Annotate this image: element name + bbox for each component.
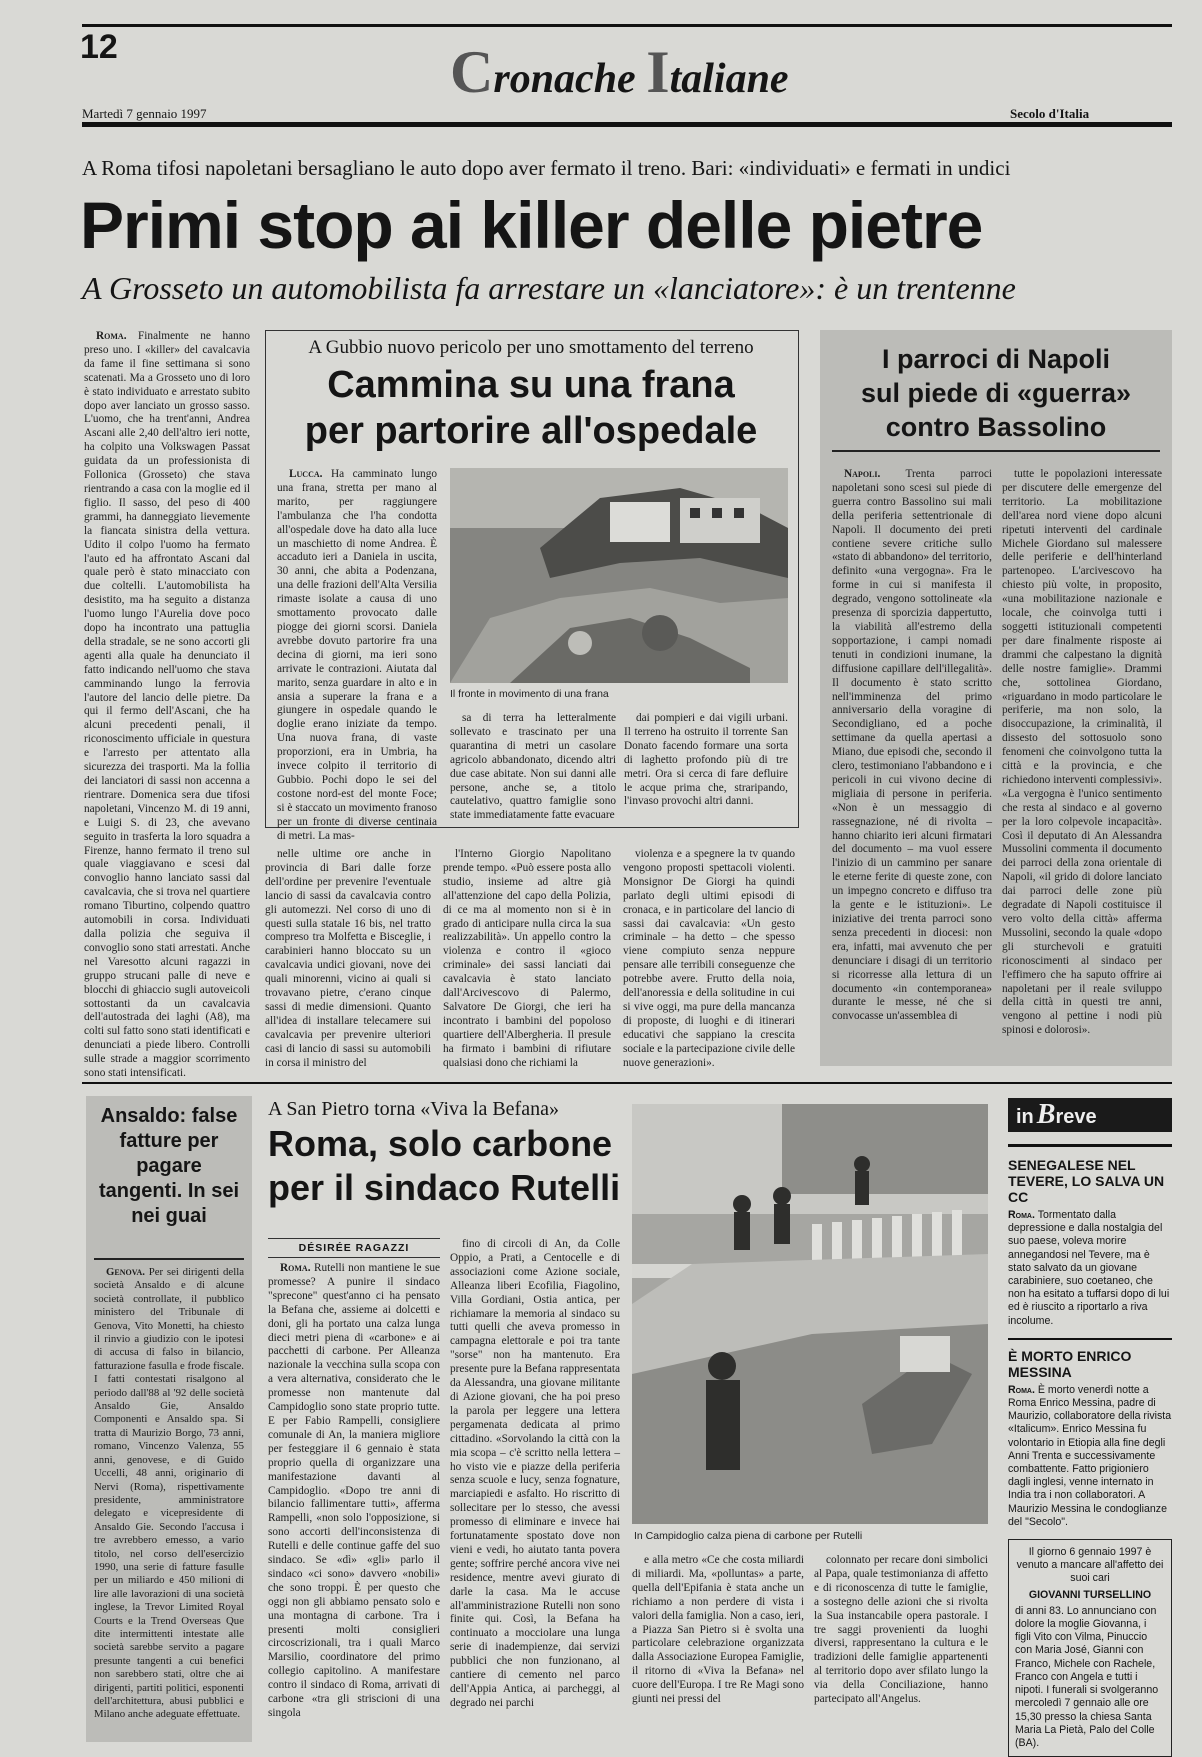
in-breve-logo-in: in	[1016, 1106, 1034, 1128]
in-breve-logo	[1008, 1098, 1172, 1132]
campidoglio-photo	[632, 1104, 988, 1524]
rutelli-headline-line-2: per il sindaco Rutelli	[268, 1167, 621, 1208]
section-initial-i: I	[646, 39, 670, 105]
section-initial-c: C	[450, 39, 494, 105]
gubbio-text-3: dai pompieri e dai vigili urbani. Il terreno ha ostruito il torrente San Donato facendo formare una sorta di laghetto profondo più di tre metri. Ora si cerca di fare defluire le acque prima che, straripando, l'invaso provochi altri danni.	[624, 712, 788, 808]
napoli-column-1	[832, 468, 992, 1056]
obituary-text: di anni 83. Lo annunciano con dolore la moglie Giovanna, i figli Vito con Vilma, Pinuccio con Maria José, Gianni con Franco, Michele con Rachele, Franco con Angela e tutti i nipoti. I funerali si svolgeranno mercoledì 7 gennaio alle ore 15,30 presso la chiesa Santa Maria La Pietà, Palo del Colle (BA).	[1015, 1604, 1159, 1749]
napoli-headline	[832, 342, 1160, 444]
gubbio-headline-line-2: per partorire all'ospedale	[304, 410, 758, 452]
gubbio-text-2: sa di terra ha letteralmente sollevato e trascinato per una quarantina di metri un casolare agricolo abbandonato, dicendo altri due case abitate. Non sui danni alle persone, anche se, a titolo cautelativo, quattro famiglie sono state immediatamente fatte evacuare	[450, 712, 616, 822]
napoli-headline-line-1: I parroci di Napoli	[881, 344, 1111, 374]
section-word-cronache: ronache	[493, 56, 636, 102]
lead-text-1: Finalmente ne hanno preso uno. I «killer» del cavalcavia da fame il fine settimana si sono scatenati. Ma a Grosseto uno di loro è stato individuato e arrestato subito dopo aver lanciato un grosso sasso. L'uomo, che ha trent'anni, Andrea Ascani alle 2,40 dell'altro ieri notte, ha colpito una Volkswagen Passat guidata da un professionista di Follonica (Grosseto) che stava rientrando a casa con la moglie ed il figlio. Il sasso, del peso di 400 grammi, ha danneggiato lievemente la fiancata sinistra della vettura. Udito il colpo l'uomo ha fermato l'auto ed ha affrontato Ascani dal quale però è stato minacciato con due coltelli. L'automobilista ha desistito, ma ha seguito a distanza l'uomo lungo l'Aurelia dove poco dopo ha incontrato una pattuglia della stradale, se ne sono accorti gli agenti alla quale ha denunciato il fatto indicando nell'uomo che stava camminando lungo la ferrovia l'autore del lancio delle pietre. Da qui il fermo dell'Ascani, che ha alcuni precedenti penali, il riconoscimento ufficiale in questura e l'arresto per attentato alla sicurezza dei trasporti. Ma la follia dei lanciatori di sassi non accenna a rientrare. Domenica sera due tifosi napoletani, Vincenzo M. di 19 anni, e Luigi S. di 23, che avevano seguito in trasferta la loro squadra a Firenze, hanno fermato il treno sul quale viaggiavano e scesi dal convoglio hanno lanciato sassi dal cavalcavia, che si trova nel quartiere romano Tiburtino, colpendo quattro automobili in corsa. Individuati dalla polizia che seguiva il convoglio sono stati arrestati. Anche nel Varesotto alcuni ragazzi in gruppo strucani palle di neve e blocchi di ghiaccio sugli autoveicoli sottostanti da un cavalcavia dell'autostrada dei laghi (A8), ma colti sul fatto sono stati identificati e denunciati a piede libero. Controlli sulle strade a maggior scorrimento sono stati intensificati.	[84, 330, 250, 1080]
rutelli-headline	[268, 1122, 628, 1210]
brief-2-body	[1008, 1384, 1172, 1529]
gubbio-headline-line-1: Cammina su una frana	[327, 364, 735, 406]
in-breve-logo-initial: B	[1036, 1099, 1056, 1130]
brief-1-body	[1008, 1209, 1172, 1328]
lead-text-3: l'Interno Giorgio Napolitano prende tempo. «Può essere posta allo studio, insieme ad altre già all'attenzione del capo della Polizia, di ce ma al momento non si è in grado di anticipare nulla circa la sua realizzabilità». Un appello contro la violenza e contro il «gioco criminale» dei sassi lanciati dai cavalcavia è stato lanciato dall'Arcivescovo di Palermo, Salvatore De Giorgi, che ieri ha incontrato i bambini del popoloso quartiere dell'Albergheria. Il presule ha firmato i bambini di rifiutare qualsiasi dono che richiami la	[443, 848, 611, 1069]
napoli-text-1: Trenta parroci napoletani sono scesi sul piede di guerra contro Bassolino sui mali della periferia settentrionale di Napoli. Il documento dei preti contiene severe critiche sullo «stato di abbandono» del territorio, definito «una vergogna». Fra le forme in cui si manifesta il degrado, vengono sottolineate «la presenza di sporcizia dappertutto, la viabilità all'estremo della sopportazione, i campi nomadi tenuti in condizioni inumane, la diffusione capillare dell'illegalità». Il documento è stato scritto nell'imminenza del primo anniversario della voragine di Secondigliano, ed a poche settimane da quella apertasi a Miano, due episodi che, secondo il clero, testimoniano l'abbandono e i pericoli in cui vivono decine di migliaia di persone in periferia. «Non è un messaggio di rassegnazione, né di rivolta – hanno chiarito ieri alcuni firmatari del documento – ma vuol essere l'inizio di un cammino per sanare le eterne ferite di queste zone, con un impegno concreto e diffuso tra la gente e le istituzioni». Le iniziative dei trenta parroci sono senza precedenti in diocesi: non era, infatti, mai avvenuto che per denunciare i disagi di un territorio si ricorresse alla lettura di un documento «in contemporanea» durante le messe, né che si convocasse un'assemblea di	[832, 468, 992, 1023]
landslide-photo	[450, 468, 788, 683]
in-breve-rule-2	[1008, 1338, 1172, 1340]
ansaldo-text: Per sei dirigenti della società Ansaldo e di alcune società controllate, il pubblico ministero del Tribunale di Genova, Vito Monetti, ha chiesto il rinvio a giudizio con le ipotesi di accusa di falso in bilancio, fatturazione fasulla e frode fiscale. I fatti contestati risalgono al periodo dall'88 al '92 delle società Ansaldo Gie, Ansaldo Componenti e Ansaldo spa. Si tratta di Maurizio Borgo, 73 anni, romano, Vincenzo Valenza, 55 anni, genovese, e di Guido Uccelli, 48 anni, originario di Nervi (Roma), rispettivamente presidente, amministratore delegato e vicepresidente di Ansaldo Gie. Secondo l'accusa i tre avrebbero emesso, a vario titolo, nel corso dell'esercizio 1990, una serie di fatture fasulle per un miliardo e 450 milioni di lire alle lavorazioni di una società inglese, la Trevor Limited Royal Courts e la Trend Overseas Que dite intermittenti intestate alle società sarebbe servito a pagare presunte tangenti a cui benefici non sarebbero stati, oltre che ai dirigenti, partiti politici, esponenti dell'architettura, abusi pubblici e Milano anche adeguate effettuate.	[94, 1266, 244, 1721]
campidoglio-caption: In Campidoglio calza piena di carbone per Rutelli	[634, 1530, 863, 1542]
landslide-photo-graphic	[450, 468, 788, 683]
lead-kicker: A Roma tifosi napoletani bersagliano le auto dopo aver fermato il treno. Bari: «individuati» e fermati in undici	[82, 156, 1011, 180]
in-breve-logo-reve: reve	[1055, 1106, 1097, 1128]
napoli-column-2	[1002, 468, 1162, 1056]
section-word-italiane: taliane	[669, 56, 789, 102]
gubbio-column-2	[450, 712, 616, 822]
masthead-top-rule	[82, 24, 1172, 27]
campidoglio-photo-graphic	[632, 1104, 988, 1524]
section-title	[450, 38, 789, 107]
issue-date: Martedì 7 gennaio 1997	[82, 106, 207, 121]
napoli-headline-panel	[832, 342, 1160, 452]
rutelli-column-3	[632, 1554, 804, 1744]
lead-column-4	[623, 848, 795, 1069]
landslide-caption: Il fronte in movimento di una frana	[450, 688, 609, 700]
gubbio-column-3	[624, 712, 788, 817]
napoli-dateline: Napoli.	[844, 468, 881, 480]
obituary-box	[1008, 1539, 1172, 1757]
lead-column-1	[84, 330, 250, 1080]
rutelli-text-1: Rutelli non mantiene le sue promesse? A punire il sindaco "sprecone" quest'anno ci ha pensato la Befana che, assieme ai dolcetti e doni, gli ha portato una calza lunga dieci metri piena di «carbone» e ai pacchetti di carbone. Per Alleanza nazionale la vecchina sulla scopa con a vera alternativa, considerato che le promesse non mantenute dal Campidoglio sono state proprio tutte. E per Fabio Rampelli, consigliere comunale di An, la maniera migliore per festeggiare il 6 gennaio è stata proprio quella di organizzare una manifestazione davanti al Campidoglio. «Dopo tre anni di bilancio fallimentare tutti», afferma Rampelli, «non solo l'opposizione, si sono accorti dell'inconsistenza di Rutelli e delle continue gaffe del suo sindaco. Se «dì» «gli» parlo il sindaco «ci sono» davvero «nobili» che sono troppi. È per questo che oggi non gli abbiamo pensato solo e una montagna di carbone. Tra i presenti molti consiglieri circoscrizionali, tra i quali Marco Marsilio, coordinatore del primo collegio capitolino. A manifestare contro il sindaco di Roma, arrivati di carbone «tra gli striscioni di una singola	[268, 1262, 441, 1719]
gubbio-dateline: Lucca.	[289, 468, 323, 480]
rutelli-dateline: Roma.	[280, 1262, 311, 1274]
obituary-name: GIOVANNI TURSELLINO	[1028, 1588, 1152, 1601]
gubbio-column-1	[277, 468, 437, 842]
rutelli-column-2	[450, 1238, 620, 1744]
lead-text-2: nelle ultime ore anche in provincia di Bari dalle forze dell'ordine per prevenire l'eventuale lancio di sassi da cavalcavia contro gli automezzi. Nel corso di uno di questi sulla statale 16 bis, nel tratto compreso tra Molfetta e Bisceglie, i carabinieri hanno bloccato su un cavalcavia undici giovani, nove dei quali minorenni, vicino ai quali si trovavano pietre, c'erano cinque sassi di medie dimensioni. Quanto all'idea di installare telecamere sui cavalcavia per prevenire ulteriori casi di lancio di sassi su automobili in corsa il ministro del	[265, 848, 431, 1069]
napoli-text-2: tutte le popolazioni interessate per discutere delle emergenze del territorio. La mobilitazione dell'area nord viene dopo alcuni ripetuti interventi del cardinale Michele Giordano sul malessere delle periferie e dell'hinterland partenopeo. L'arcivescovo ha chiesto più volte, in proposito, «una mobilitazione nazionale e locale, che coinvolga tutti i soggetti istituzionali competenti per dare finalmente risposte ai drammi che calpestano la dignità delle nostre famiglie». Drammi che, sottolinea Giordano, «riguardano in modo particolare le periferie, ma non solo, la disoccupazione, la criminalità, il dissesto del sottosuolo sono fenomeni che coinvolgono tutta la città e la provincia, e che richiedono interventi complessivi». «La vergogna è l'unico sentimento che resta al sindaco e al governo per la loro colpevole incapacità». Così il deputato di An Alessandra Mussolini commenta il documento dei parroci della zona orientale di Napoli, «il grido di dolore lanciato dai parroci delle zone più degradate di Napoli costituisce il vero volto della città» afferma Mussolini, secondo la quale «dopo gli sturchevoli e gratuiti riconoscimenti al sindaco per l'effimero che ha saputo offrire ai napoletani per il reale sviluppo della città in questi tre anni, vengono al pettine i nodi più spinosi e dolorosi».	[1002, 468, 1162, 1037]
rutelli-column-4	[814, 1554, 988, 1744]
lead-column-3	[443, 848, 611, 1069]
brief-1-text: Tormentato dalla depressione e dalla nostalgia del suo paese, voleva morire annegandosi nel Tevere, ma è stato salvato da un giovane carabiniere, suo coetaneo, che non ha esitato a tuffarsi dopo di lui ed è riuscito a riportarlo a riva incolume.	[1008, 1209, 1170, 1327]
rutelli-byline: DÉSIRÉE RAGAZZI	[268, 1238, 440, 1258]
lead-column-2	[265, 848, 431, 1069]
in-breve-rule-1	[1008, 1144, 1172, 1147]
gubbio-kicker: A Gubbio nuovo pericolo per uno smottamento del terreno	[308, 337, 754, 358]
gubbio-text-1: Ha camminato lungo una frana, stretta per mano al marito, per raggiungere l'ambulanza che l'ha condotta all'ospedale dove ha dato alla luce un maschietto di nome Andrea. È accaduto ieri a Daniela in uscita, 30 anni, che abita a Podenzana, una delle frazioni dell'Alta Versilia rimaste isolate a causa di uno smottamento provocato dalle piogge dei giorni scorsi. Daniela avrebbe dovuto partorire fra una decina di giorni, ma ieri sono arrivate le contrazioni. Aiutata dal marito, senza guardare in alto e in ansia a superare la frana e a giungere in ospedale quando le doglie erano iniziate da tempo. Una nuova frana, di vaste proporzioni, era in Umbria, ha invece colpito il territorio di Gubbio. Pochi dopo le sei del costone nord-est del monte Foce; si è staccato un movimento franoso per un fronte di diverse centinaia di metri. La mas-	[277, 468, 437, 842]
ansaldo-rule	[94, 1258, 244, 1260]
rutelli-column-1	[268, 1262, 440, 1744]
masthead-bottom-rule	[82, 122, 1172, 127]
section-divider	[82, 1082, 1172, 1084]
lead-headline: Primi stop ai killer delle pietre	[80, 188, 983, 262]
napoli-headline-line-2: sul piede di «guerra»	[860, 378, 1132, 408]
lead-subheadline: A Grosseto un automobilista fa arrestare un «lanciatore»: è un trentenne	[82, 270, 1016, 306]
ansaldo-headline: Ansaldo: false fatture per pagare tangenti. In sei nei guai	[98, 1105, 240, 1227]
napoli-headline-line-3: contro Bassolino	[885, 412, 1107, 442]
rutelli-text-3: e alla metro «Ce che costa miliardi di miliardi. Ma, «polluntas» a parte, quella dell'Epifania è stata anche un richiamo a non perdere di vista i valori della famiglia. Non a caso, ieri, a Piazza San Pietro si è svolta una particolare celebrazione organizzata dalla Associazione Europea Famiglie, il ritorno di «Viva la Befana» nel cuore dell'Europa. I tre Re Magi sono giunti nei pressi del	[632, 1554, 804, 1706]
brief-2-title: È MORTO ENRICO MESSINA	[1008, 1347, 1132, 1380]
rutelli-text-4: colonnato per recare doni simbolici al Papa, quale testimonianza di affetto e di riconoscenza di tutte le famiglie, a sostegno delle azioni che si rivolta la Sua instancabile opera pastorale. I tre saggi provenienti da luoghi diversi, rappresentano la cultura e le tradizioni delle famiglie appartenenti al territorio dopo aver sfilato lungo la via della Conciliazione, hanno partecipato all'Angelus.	[814, 1554, 988, 1706]
brief-1-dateline: Roma.	[1008, 1209, 1035, 1221]
lead-dateline: Roma.	[96, 330, 127, 342]
brief-2-text: È morto venerdì notte a Roma Enrico Messina, padre di Maurizio, collaboratore della rivista «Italicum». Enrico Messina fu volontario in Etiopia alla fine degli Anni Trenta e successivamente combattente. Fatto prigioniero dagli inglesi, venne internato in India tra i non collaboratori. A Maurizio Messina le condoglianze del "Secolo".	[1008, 1383, 1172, 1528]
rutelli-text-2: fino di circoli di An, da Colle Oppio, a Prati, a Centocelle e di associazioni come Azione sociale, Alleanza liberi Ecofilia, Fiagolino, Villa Gordiani, Ostia antica, per richiamare la memoria al sindaco su tutti quelli che aveva promesso in campagna elettorale e poi tra tante "sorse" non ha mantenuto. Era presente pure la Befana rappresentata da Alessandra, una giovane militante di Azione giovani, che ha poi preso la parola per leggere una lettera pergamenata dedicata al primo cittadino. «Sorvolando la città con la mia scopa – c'è scritto nella lettera – ho visto vie e piazze della periferia senza scuole e lucy, senza fognature, marciapiedi e asfalto. Ho riscritto di sollecitare per lo stesso, che avessi promesso di eliminare e invece hai fortunatamente spostato dove non vieni e vedi, ho aiutato tanta povera gente; soffrire perché ancora vive nei residence, mentre avevi giurato di darle la casa. Ma le accuse all'amministrazione Rutelli non sono finite qui. Così, la Befana ha continuato a mocciolare una lunga serie di inadempienze, dai servizi pubblici che non funzionano, al cantiere di cemento nel parco dell'Appia Antica, ai parcheggi, al degrado nei parchi	[450, 1238, 620, 1709]
newspaper-name: Secolo d'Italia	[1010, 106, 1090, 121]
ansaldo-dateline: Genova.	[106, 1266, 145, 1278]
page-number: 12	[80, 28, 118, 66]
brief-2-dateline: Roma.	[1008, 1383, 1035, 1396]
lead-text-4: violenza e a spegnere la tv quando vengono proposti spettacoli violenti. Monsignor De Giorgi ha quindi parlato degli ultimi episodi di cronaca, e in particolare del lancio di sassi dai cavalcavia: «Un gesto criminale – ha detto – che spesso viene compiuto senza neppure pensare alle terribili conseguenze che potrebbe avere. Frutto della noia, dell'anoressia e della solitudine in cui si vive oggi, ma pure della mancanza di proposte, di luoghi e di itinerari educativi che sappiano la crescita sociale e la partecipazione civile delle nuove generazioni».	[623, 848, 795, 1069]
rutelli-headline-line-1: Roma, solo carbone	[268, 1123, 613, 1164]
rutelli-kicker: A San Pietro torna «Viva la Befana»	[268, 1098, 559, 1120]
gubbio-headline	[270, 362, 792, 454]
brief-1-title: SENEGALESE NEL TEVERE, LO SALVA UN CC	[1008, 1157, 1165, 1205]
obituary-intro: Il giorno 6 gennaio 1997 è venuto a mancare all'affetto dei suoi cari	[1016, 1546, 1164, 1585]
ansaldo-column	[94, 1266, 244, 1736]
in-breve-column	[1008, 1098, 1172, 1749]
